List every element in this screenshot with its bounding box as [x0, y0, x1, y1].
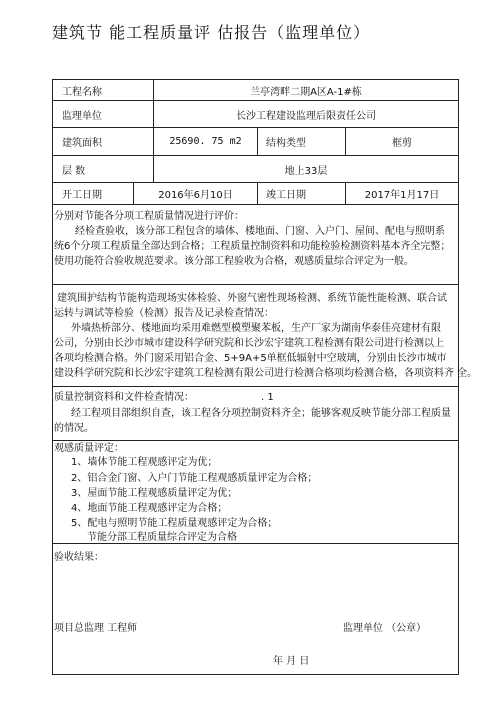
completion-date-label: 竣工日期 [257, 183, 345, 204]
appearance-item: 3、屋面节能工程观感质量评定为优； [71, 488, 238, 499]
acceptance-label: 验收结果： [54, 552, 104, 563]
report-table [52, 79, 478, 675]
row-dates [53, 183, 458, 205]
start-date-label: 开工日期 [62, 190, 102, 201]
floors-value: 地上33层 [153, 156, 458, 182]
completion-date-value: 2017年1月17日 [345, 183, 458, 204]
row-building-area [53, 128, 458, 156]
evaluation-header: 分别对节能各分项工程质量情况进行评价： [54, 211, 244, 222]
section-appearance [53, 441, 458, 544]
structure-type-value: 框剪 [345, 128, 458, 155]
start-date-value: 2016年6月10日 [133, 183, 257, 204]
evaluation-line: 统6个分项工程质量全部达到合格；工程质量控制资料和功能检验检测资料基本齐全完整； [54, 241, 451, 252]
section-evaluation [53, 205, 458, 285]
appearance-item: 2、铝合金门窗、入户门节能工程观感质量评定为合格； [71, 473, 318, 484]
chief-engineer-signature-label: 项目总监理 工程师 [54, 623, 138, 634]
supervisor-unit-label: 监理单位 [62, 110, 102, 122]
project-name-value: 兰亭湾畔二期A区A-1#栋 [153, 80, 458, 100]
floors-label: 层 数 [62, 165, 86, 177]
supervisor-unit-value: 长沙工程建设监理后限责任公司 [153, 101, 458, 127]
supervisor-seal-label: 监理单位 （公章） [343, 623, 427, 634]
quality-control-line: 的情况。 [54, 423, 94, 434]
building-area-value: 25690. 75 m2 [153, 128, 257, 155]
evaluation-line: 使用功能符合验收规范要求。该分部工程验收为合格，观感质量综合评定为一般。 [54, 256, 414, 267]
section-quality-control [53, 387, 458, 441]
appearance-item: 1、墙体节能工程观感评定为优； [71, 457, 218, 468]
structure-type-label: 结构类型 [257, 128, 345, 155]
evaluation-line: 经检查验收，该分部工程包含的墙体、楼地面、门窗、入户门、屋间、配电与照明系 [75, 226, 445, 237]
appearance-header: 观感质量评定： [54, 443, 124, 454]
appearance-summary: 节能分部工程质量综合评定为合格 [87, 532, 237, 543]
inspection-line: 建筑围护结构节能构造现场实体检验、外窗气密性现场检测、系统节能性能检测、联合试 [57, 293, 447, 304]
signature-date: 年 月 日 [273, 656, 310, 667]
inspection-line: 公司，分别由长沙市城市建设科学研究院和长沙宏宇建筑工程检测有限公司进行检测以上 [54, 338, 444, 349]
inspection-line: 运转与调试等检验（检测）报告及记录检查情况： [54, 308, 274, 319]
row-project-name [53, 80, 458, 101]
report-title: 建筑节 能工程质量评 估报告（监理单位） [52, 23, 371, 42]
inspection-line: 外墙热桥部分、楼地面均采用难燃型模塑聚苯板，生产厂家为湖南华泰佳亮建材有限 [71, 323, 441, 334]
row-supervisor-unit [53, 101, 458, 128]
quality-control-mark: . 1 [261, 392, 274, 403]
quality-control-header: 质量控制资料和文件检查情况： [54, 392, 194, 403]
quality-control-line: 经工程项目部组织自查，该工程各分项控制资料齐全；能够客观反映节能分部工程质量 [71, 408, 451, 419]
appearance-item: 4、地面节能工程观感评定为合格； [71, 503, 228, 514]
row-floors [53, 156, 458, 183]
appearance-item: 5、配电与照明节能工程质量观感评定为合格； [71, 518, 278, 529]
section-inspection [53, 285, 478, 387]
inspection-line: 各项均检测合格。外门窗采用铝合金、5+9A+5单框低辐射中空玻璃，分别由长沙市城市 [54, 353, 447, 364]
inspection-line: 建设科学研究院和长沙宏宇建筑工程检测有限公司进行检测合格项均检测合格，各项资料齐 全。 [54, 368, 478, 379]
section-acceptance [53, 544, 458, 674]
project-name-label: 工程名称 [62, 86, 102, 98]
building-area-label: 建筑面积 [62, 138, 102, 149]
